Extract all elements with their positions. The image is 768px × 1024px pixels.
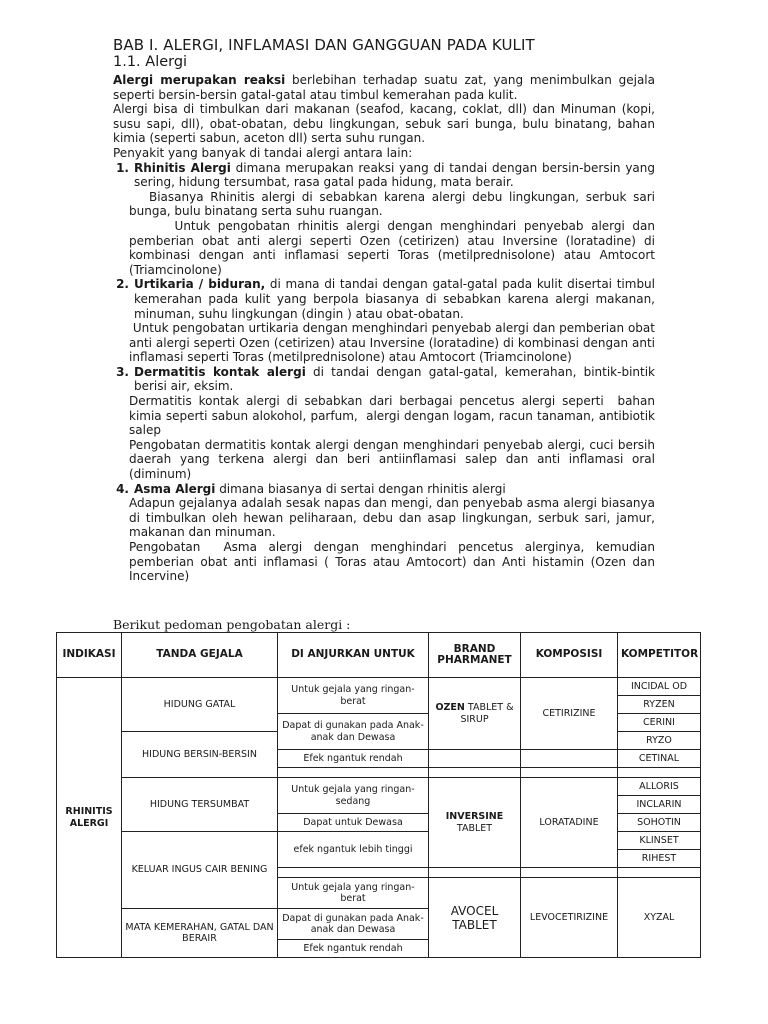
- causes-paragraph: Alergi bisa di timbulkan dari makanan (seafod, kacang, coklat, dll) dan Minuman (kopi, susu sapi, dll), obat-obatan, debu lingkungan, sebuk sari bunga, bulu binatang, bahan kimia (seperti sabun, aceton dll) serta suhu rungan.: [113, 102, 655, 146]
- gejala-cell: HIDUNG TERSUMBAT: [122, 778, 278, 832]
- item-paragraph: Untuk pengobatan urtikaria dengan menghindari penyebab alergi dan pemberian obat anti alergi seperti Ozen (cetirizen) atau Inversine (loratadine) di kombinasi dengan anti inflamasi seperti Toras (metilprednisolone) atau Amtocort (Triamcinolone): [129, 321, 659, 365]
- kompetitor-cell: XYZAL: [618, 878, 701, 958]
- gejala-cell: KELUAR INGUS CAIR BENING: [122, 832, 278, 909]
- item-paragraph: Untuk pengobatan rhinitis alergi dengan menghindari penyebab alergi dan pemberian obat anti alergi seperti Ozen (cetirizen) atau Inversine (loratadine) di kombinasi dengan anti inflamasi seperti Toras (metilprednisolone) atau Amtocort (Triamcinolone): [129, 218, 659, 277]
- header-tanda-gejala: TANDA GEJALA: [122, 633, 278, 678]
- brand-form: TABLET & SIRUP: [460, 702, 514, 725]
- section-title: 1.1. Alergi: [113, 54, 188, 70]
- item-number: 2.: [116, 277, 129, 292]
- item-paragraph: Pengobatan dermatitis kontak alergi dengan menghindari penyebab alergi, cuci bersih daerah yang terkena alergi dan beri antiinflamasi salep dan anti inflamasi oral (diminum): [129, 437, 659, 482]
- disease-item: [113, 481, 659, 584]
- disease-list: [113, 160, 659, 584]
- empty-cell: [521, 868, 618, 878]
- kompetitor-cell: SOHOTIN: [618, 814, 701, 832]
- intro-bold: Alergi merupakan reaksi: [113, 73, 286, 87]
- brand-cell: [429, 678, 521, 750]
- disease-item: [113, 160, 659, 278]
- indikasi-cell: [57, 678, 122, 958]
- gejala-cell: HIDUNG BERSIN-BERSIN: [122, 732, 278, 778]
- item-description: dimana biasanya di sertai dengan rhinitis alergi: [215, 481, 506, 496]
- kompetitor-cell: CERINI: [618, 714, 701, 732]
- treatment-table: [56, 632, 701, 958]
- kompetitor-cell: RIHEST: [618, 850, 701, 868]
- disease-item: [113, 277, 659, 365]
- item-description: dimana merupakan reaksi yang di tandai dengan bersin-bersin yang sering, hidung tersumbat, rasa gatal pada hidung, mata berair.: [134, 160, 655, 190]
- komposisi-cell: CETIRIZINE: [521, 678, 618, 750]
- anjuran-cell: Efek ngantuk rendah: [278, 750, 429, 768]
- empty-cell: [429, 868, 521, 878]
- empty-cell: [278, 868, 429, 878]
- item-paragraph: Dermatitis kontak alergi di sebabkan dari berbagai pencetus alergi seperti bahan kimia seperti sabun alokohol, parfum, alergi dengan logam, racun tanaman, antibiotik salep: [129, 394, 659, 438]
- brand-name: OZEN: [435, 702, 465, 713]
- brand-form: AVOCEL TABLET: [450, 903, 499, 932]
- item-paragraph: Adapun gejalanya adalah sesak napas dan mengi, dan penyebab asma alergi biasanya di timbulkan oleh hewan peliharaan, debu dan asap lingkungan, serbuk sari, jamur, makanan dan minuman.: [129, 496, 659, 540]
- anjuran-cell: Efek ngantuk rendah: [278, 940, 429, 958]
- anjuran-cell: Untuk gejala yang ringan-berat: [278, 878, 429, 909]
- item-heading: Dermatitis kontak alergi: [134, 364, 306, 379]
- anjuran-cell: efek ngantuk lebih tinggi: [278, 832, 429, 868]
- empty-cell: [618, 768, 701, 778]
- item-number: 1.: [116, 160, 129, 175]
- kompetitor-cell: RYZO: [618, 732, 701, 750]
- kompetitor-cell: INCLARIN: [618, 796, 701, 814]
- kompetitor-cell: ALLORIS: [618, 778, 701, 796]
- chapter-title: BAB I. ALERGI, INFLAMASI DAN GANGGUAN PADA KULIT: [113, 36, 535, 54]
- item-heading: Rhinitis Alergi: [134, 160, 231, 175]
- item-heading: Asma Alergi: [134, 481, 216, 496]
- kompetitor-cell: RYZEN: [618, 696, 701, 714]
- empty-cell: [618, 868, 701, 878]
- header-komposisi: KOMPOSISI: [521, 633, 618, 678]
- item-heading: Urtikaria / biduran,: [134, 277, 266, 292]
- brand-name: INVERSINE: [445, 811, 504, 822]
- document-body: [113, 36, 659, 584]
- anjuran-cell: Dapat untuk Dewasa: [278, 814, 429, 832]
- anjuran-cell: Untuk gejala yang ringan-sedang: [278, 778, 429, 814]
- kompetitor-cell: INCIDAL OD: [618, 678, 701, 696]
- header-brand: BRAND PHARMANET: [429, 633, 521, 678]
- indikasi-label: RHINITIS ALERGI: [65, 806, 113, 829]
- brand-form: TABLET: [456, 822, 493, 834]
- item-number: 4.: [116, 481, 129, 496]
- intro-paragraph: [113, 73, 655, 102]
- header-indikasi: INDIKASI: [57, 633, 122, 678]
- kompetitor-cell: CETINAL: [618, 750, 701, 768]
- item-paragraph: Pengobatan Asma alergi dengan menghindari pencetus alerginya, kemudian pemberian obat anti inflamasi ( Toras atau Amtocort) dan Anti histamin (Ozen dan Incervine): [129, 540, 659, 584]
- empty-cell: [521, 768, 618, 778]
- table-header-row: [57, 633, 701, 678]
- gejala-cell: MATA KEMERAHAN, GATAL DAN BERAIR: [122, 909, 278, 958]
- disease-item: [113, 364, 659, 482]
- anjuran-cell: Untuk gejala yang ringan-berat: [278, 678, 429, 714]
- header-kompetitor: KOMPETITOR: [618, 633, 701, 678]
- list-intro: Penyakit yang banyak di tandai alergi antara lain:: [113, 145, 413, 160]
- gejala-cell: HIDUNG GATAL: [122, 678, 278, 732]
- item-description: di mana di tandai dengan gatal-gatal pada kulit disertai timbul kemerahan pada kulit yang berpola biasanya di sebabkan karena alergi makanan, minuman, suhu lingkungan (dingin ) atau obat-obatan.: [134, 277, 655, 321]
- empty-cell: [521, 750, 618, 768]
- header-anjuran: DI ANJURKAN UNTUK: [278, 633, 429, 678]
- komposisi-cell: LEVOCETIRIZINE: [521, 878, 618, 958]
- item-paragraph: Biasanya Rhinitis alergi di sebabkan karena alergi debu lingkungan, serbuk sari bunga, bulu binatang serta suhu ruangan.: [129, 189, 659, 219]
- table-caption: Berikut pedoman pengobatan alergi :: [113, 617, 351, 632]
- empty-cell: [278, 768, 429, 778]
- item-description: di tandai dengan gatal-gatal, kemerahan, bintik-bintik berisi air, eksim.: [134, 364, 656, 394]
- empty-cell: [429, 750, 521, 768]
- kompetitor-cell: KLINSET: [618, 832, 701, 850]
- brand-cell: [429, 778, 521, 868]
- brand-cell: [429, 878, 521, 958]
- anjuran-cell: Dapat di gunakan pada Anak-anak dan Dewasa: [278, 909, 429, 940]
- item-number: 3.: [116, 364, 129, 379]
- intro-text: berlebihan terhadap suatu zat, yang menimbulkan gejala seperti bersin-bersin gatal-gatal atau timbul kemerahan pada kulit.: [113, 73, 655, 102]
- komposisi-cell: LORATADINE: [521, 778, 618, 868]
- empty-cell: [429, 768, 521, 778]
- anjuran-cell: Dapat di gunakan pada Anak-anak dan Dewasa: [278, 714, 429, 750]
